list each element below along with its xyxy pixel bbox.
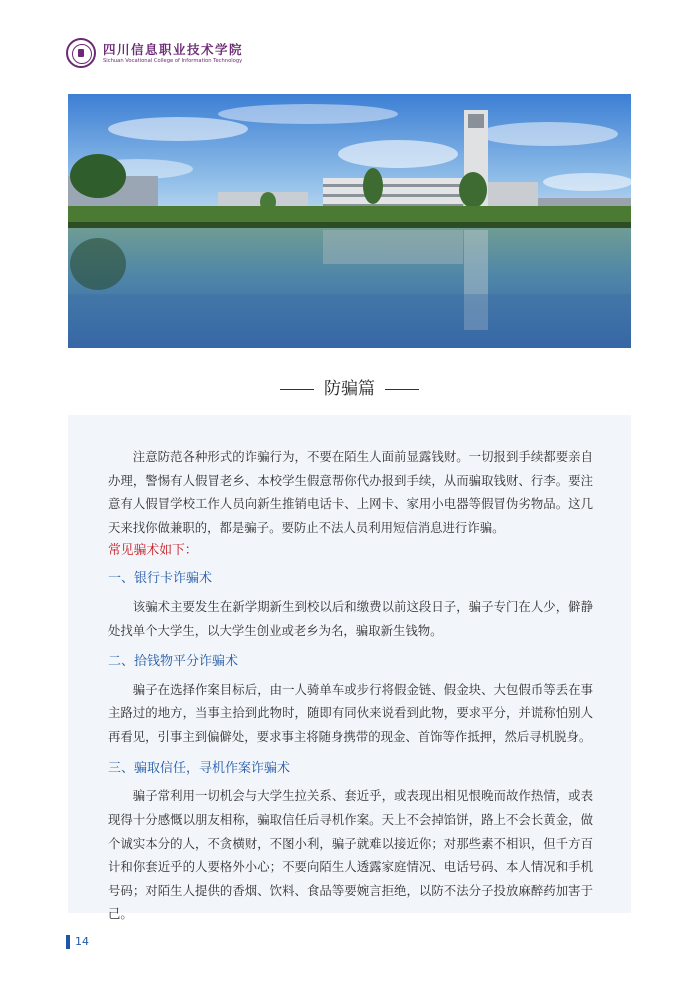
title-rule-right — [385, 389, 419, 390]
section-heading: 二、拾钱物平分诈骗术 — [108, 653, 239, 669]
college-name-cn: 四川信息职业技术学院 — [103, 41, 244, 57]
page-number-text: 14 — [75, 935, 89, 948]
content-box — [68, 415, 631, 922]
university-seal-icon — [66, 38, 96, 68]
section-body: 骗子常利用一切机会与大学生拉关系、套近乎，或表现出相见恨晚而故作热情，或表现得十分感慨以朋友相称，骗取信任后寻机作案。天上不会掉馅饼，路上不会长黄金，做个诚实本分的人，不贪横财，不图小利，骗子就难以接近你；对那些素不相识，但千方百计和你套近乎的人要格外小心；不要向陌生人透露家庭情况、电话号码、本人情况和手机号码；对陌生人提供的香烟、饮料、食品等要婉言拒绝，以防不法分子投放麻醉药加害于己。 — [108, 788, 593, 922]
campus-photo — [68, 94, 631, 348]
page-number-bar — [66, 935, 70, 949]
common-tricks-heading: 常见骗术如下： — [108, 543, 198, 559]
college-name — [103, 42, 243, 65]
page-header — [66, 36, 243, 70]
title-rule-left — [280, 389, 314, 390]
college-name-en: Sichuan Vocational College of Information Technology — [103, 57, 243, 64]
section-body: 骗子在选择作案目标后，由一人骑单车或步行将假金链、假金块、大包假币等丢在事主路过的地方，当事主拾到此物时，随即有同伙来说看到此物，要求平分，并谎称怕别人再看见，引事主到偏僻处，要求事主将随身携带的现金、首饰等作抵押，然后寻机脱身。 — [108, 681, 593, 744]
page-number — [66, 935, 89, 949]
intro-paragraph: 注意防范各种形式的诈骗行为，不要在陌生人面前显露钱财。一切报到手续都要亲自办理，警惕有人假冒老乡、本校学生假意帮你代办报到手续，从而骗取钱财、行李。要注意有人假冒学校工作人员向新生推销电话卡、上网卡、家用小电器等假冒伪劣物品。这几天来找你做兼职的，都是骗子。要防止不法人员利用短信消息进行诈骗。 — [108, 449, 593, 535]
section-title-text: 防骗篇 — [324, 379, 375, 399]
section-heading: 三、骗取信任，寻机作案诈骗术 — [108, 761, 291, 777]
section-heading: 一、银行卡诈骗术 — [108, 571, 213, 587]
section-body: 该骗术主要发生在新学期新生到校以后和缴费以前这段日子，骗子专门在人少，僻静处找单个大学生，以大学生创业或老乡为名，骗取新生钱物。 — [108, 599, 593, 638]
section-title — [0, 377, 699, 401]
